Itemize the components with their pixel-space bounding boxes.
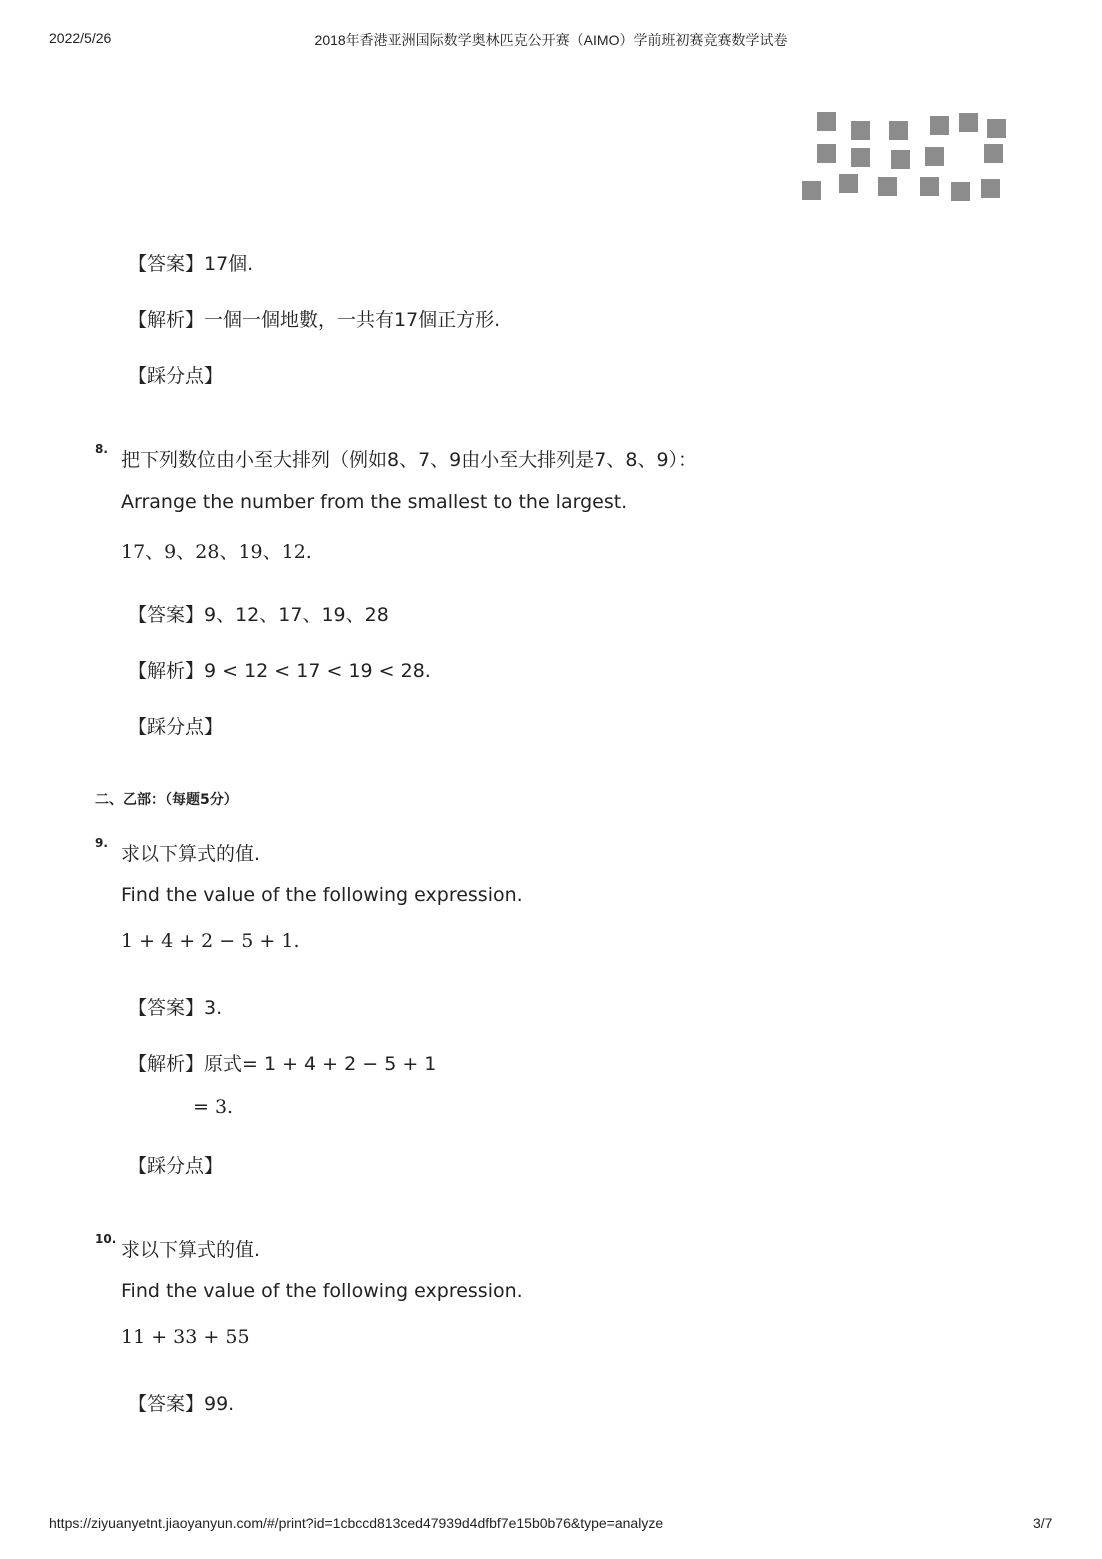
q9-scoring: 【踩分点】	[128, 1155, 224, 1177]
q9-expression: 1 + 4 + 2 − 5 + 1.	[121, 930, 300, 952]
square	[984, 144, 1003, 163]
q9-analysis-line1: 【解析】原式= 1 + 4 + 2 − 5 + 1	[128, 1053, 437, 1075]
square	[889, 121, 908, 140]
q9-number: 9.	[95, 836, 108, 850]
square	[951, 182, 970, 201]
q10-stem-en: Find the value of the following expression.	[121, 1280, 523, 1302]
footer-url[interactable]: https://ziyuanyetnt.jiaoyanyun.com/#/print?id=1cbccd813ced47939d4dfbf7e15b0b76&type=analyze	[49, 1515, 664, 1531]
section-title: 二、乙部：（每题5分）	[95, 792, 238, 808]
square	[920, 177, 939, 196]
q8-stem-en: Arrange the number from the smallest to the largest.	[121, 491, 628, 513]
square	[987, 119, 1006, 138]
square	[839, 174, 858, 193]
q8-numbers: 17、9、28、19、12.	[121, 541, 312, 563]
square	[925, 147, 944, 166]
q8-stem-zh: 把下列数位由小至大排列（例如8、7、9由小至大排列是7、8、9）：	[121, 449, 698, 471]
q8-analysis: 【解析】9 < 12 < 17 < 19 < 28.	[128, 660, 431, 682]
square	[981, 179, 1000, 198]
q7-analysis: 【解析】一個一個地數，一共有17個正方形.	[128, 309, 501, 331]
print-date: 2022/5/26	[49, 30, 112, 46]
q9-answer: 【答案】3.	[128, 997, 223, 1019]
q8-number: 8.	[95, 442, 108, 456]
q10-expression: 11 + 33 + 55	[121, 1326, 250, 1348]
square	[851, 121, 870, 140]
q8-scoring: 【踩分点】	[128, 716, 224, 738]
square	[959, 113, 978, 132]
square	[851, 148, 870, 167]
q9-stem-zh: 求以下算式的值.	[121, 843, 261, 865]
q7-scoring: 【踩分点】	[128, 365, 224, 387]
q9-stem-en: Find the value of the following expression.	[121, 884, 523, 906]
q10-stem-zh: 求以下算式的值.	[121, 1239, 261, 1261]
square	[802, 181, 821, 200]
page-number: 3/7	[1033, 1515, 1053, 1531]
q10-answer: 【答案】99.	[128, 1393, 235, 1415]
square	[878, 177, 897, 196]
square	[817, 144, 836, 163]
q8-answer: 【答案】9、12、17、19、28	[128, 604, 389, 626]
square	[891, 150, 910, 169]
document-title: 2018年香港亚洲国际数学奥林匹克公开赛（AIMO）学前班初赛竞赛数学试卷	[314, 32, 788, 48]
square	[930, 116, 949, 135]
q9-analysis-line2: = 3.	[193, 1096, 234, 1118]
q7-answer: 【答案】17個.	[128, 253, 254, 275]
q10-number: 10.	[95, 1232, 117, 1246]
square	[817, 112, 836, 131]
